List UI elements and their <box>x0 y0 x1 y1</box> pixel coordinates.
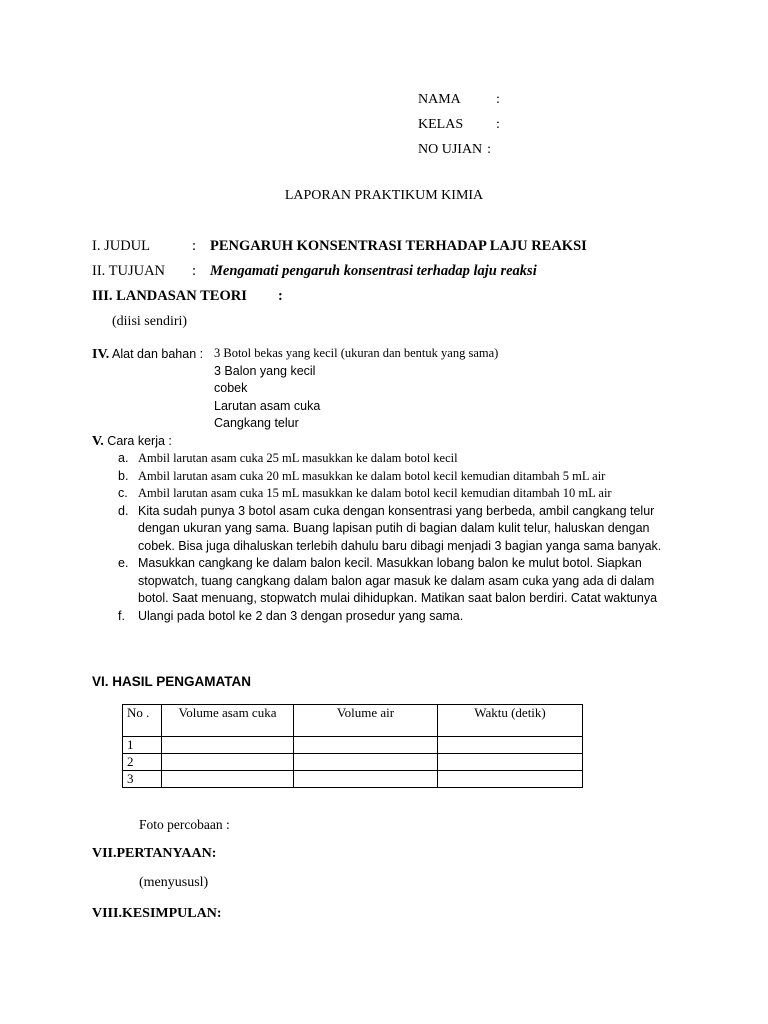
kesimpulan-row <box>92 906 222 922</box>
tujuan-value: Mengamati pengaruh konsentrasi terhadap laju reaksi <box>210 263 537 279</box>
step-text: Masukkan cangkang ke dalam balon kecil. Masukkan lobang balon ke mulut botol. Siapkan stopwatch, tuang cangkang dalam balon agar masuk ke dalam asam cuka yang ada di dalam botol. Saat menuang, stopwatch mulai dihidupkan. Matikan saat balon berdiri. Catat waktunya <box>138 556 658 605</box>
judul-label: I. JUDUL <box>92 238 150 254</box>
table-cell <box>162 754 294 771</box>
step-item <box>118 485 678 503</box>
col-header-volume-asam-cuka: Volume asam cuka <box>162 705 294 737</box>
step-marker: b. <box>118 468 129 483</box>
table-cell <box>294 737 438 754</box>
hasil-heading: VI. HASIL PENGAMATAN <box>92 674 252 689</box>
kelas-label: KELAS <box>418 117 464 132</box>
alat-item: 3 Botol bekas yang kecil (ukuran dan bentuk yang sama) <box>214 346 499 360</box>
alat-label: IV. <box>92 347 110 362</box>
table-cell <box>294 771 438 788</box>
landasan-colon: : <box>278 288 283 304</box>
tujuan-colon: : <box>192 263 197 279</box>
step-marker: f. <box>118 608 125 623</box>
report-title: LAPORAN PRAKTIKUM KIMIA <box>284 188 484 203</box>
table-cell: 1 <box>123 737 162 754</box>
cara-heading <box>92 432 172 451</box>
no-ujian-row <box>418 137 500 162</box>
step-item <box>118 503 678 556</box>
cara-title: Cara kerja : <box>103 434 172 448</box>
step-marker: c. <box>118 486 128 500</box>
step-item <box>118 468 678 486</box>
step-item <box>118 450 678 468</box>
step-text: Ambil larutan asam cuka 20 mL masukkan ke dalam botol kecil kemudian ditambah 5 mL air <box>138 468 606 483</box>
alat-title: Alat dan bahan : <box>109 347 204 361</box>
step-text: Kita sudah punya 3 botol asam cuka dengan konsentrasi yang berbeda, ambil cangkang telur dengan ukuran yang sama. Buang lapisan putih di bagian dalam kulit telur, haluskan dengan cobek. Bisa juga dihaluskan terlebih dahulu baru dibagi menjadi 3 bagian yanga sama banyak. <box>138 503 662 553</box>
judul-colon: : <box>192 238 197 254</box>
step-item <box>118 555 678 608</box>
tujuan-label: II. TUJUAN <box>92 263 166 279</box>
nama-label: NAMA <box>418 92 461 107</box>
table-cell: 2 <box>123 754 162 771</box>
table-cell <box>294 754 438 771</box>
alat-heading <box>92 345 203 364</box>
step-item <box>118 608 678 626</box>
foto-label: Foto percobaan : <box>139 817 230 832</box>
kesimpulan-colon: : <box>216 906 222 921</box>
kesimpulan-label: VIII.KESIMPULAN <box>92 906 217 921</box>
alat-item: Larutan asam cuka <box>214 398 321 413</box>
table-cell <box>162 737 294 754</box>
table-row <box>123 737 583 754</box>
landasan-label: III. LANDASAN TEORI <box>92 288 247 304</box>
step-marker: a. <box>118 451 129 465</box>
step-marker: e. <box>118 556 129 570</box>
tujuan-row <box>92 263 537 280</box>
alat-item: 3 Balon yang kecil <box>214 363 316 378</box>
cara-steps <box>118 450 678 625</box>
results-table <box>122 704 583 788</box>
nama-colon: : <box>496 92 500 107</box>
pertanyaan-note: (menyususl) <box>139 875 209 890</box>
table-header-row <box>123 705 583 737</box>
no-ujian-colon: : <box>487 142 492 157</box>
step-text: Ulangi pada botol ke 2 dan 3 dengan prosedur yang sama. <box>138 608 464 623</box>
step-text: Ambil larutan asam cuka 15 mL masukkan ke dalam botol kecil kemudian ditambah 10 mL air <box>138 486 612 500</box>
identity-block <box>418 87 500 162</box>
alat-item: Cangkang telur <box>214 416 299 430</box>
table-cell <box>438 754 583 771</box>
step-marker: d. <box>118 503 129 518</box>
table-cell <box>438 771 583 788</box>
step-text: Ambil larutan asam cuka 25 mL masukkan ke dalam botol kecil <box>138 451 458 465</box>
judul-row <box>92 238 587 255</box>
alat-item: cobek <box>214 381 248 395</box>
kelas-row <box>418 112 500 137</box>
no-ujian-label: NO UJIAN <box>418 142 483 157</box>
cara-label: V. <box>92 434 104 449</box>
pertanyaan-label: VII.PERTANYAAN <box>92 846 212 861</box>
landasan-row <box>92 288 283 305</box>
landasan-note: (diisi sendiri) <box>112 314 188 329</box>
pertanyaan-row <box>92 846 216 862</box>
col-header-no: No . <box>123 705 162 737</box>
judul-value: PENGARUH KONSENTRASI TERHADAP LAJU REAKSI <box>210 238 587 254</box>
table-cell <box>162 771 294 788</box>
col-header-waktu: Waktu (detik) <box>438 705 583 737</box>
table-row <box>123 754 583 771</box>
pertanyaan-colon: : <box>211 846 217 861</box>
table-cell <box>438 737 583 754</box>
kelas-colon: : <box>496 117 500 132</box>
col-header-volume-air: Volume air <box>294 705 438 737</box>
table-row <box>123 771 583 788</box>
nama-row <box>418 87 500 112</box>
alat-list <box>214 345 498 433</box>
table-cell: 3 <box>123 771 162 788</box>
